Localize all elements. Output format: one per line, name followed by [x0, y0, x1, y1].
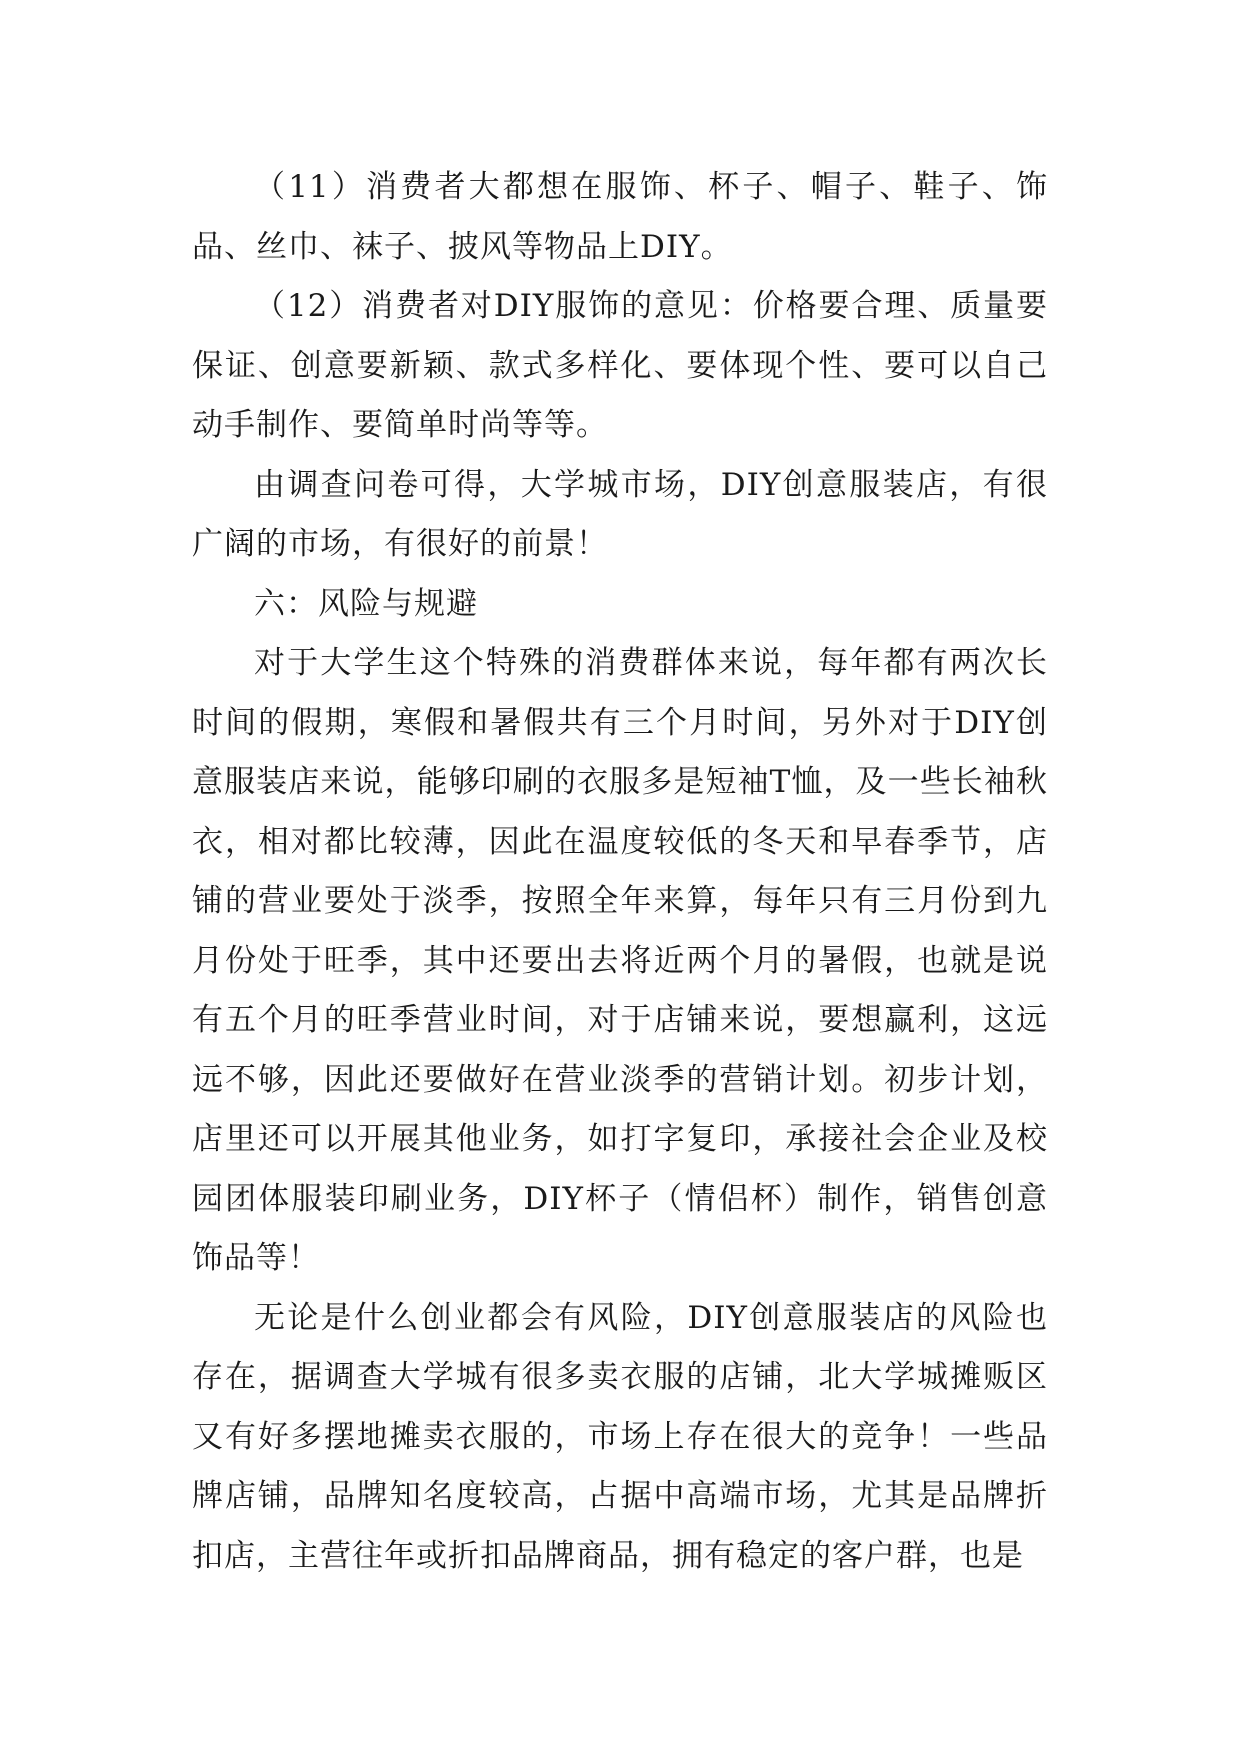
paragraph-consumer-items: （11）消费者大都想在服饰、杯子、帽子、鞋子、饰品、丝巾、袜子、披风等物品上DIY。 [192, 169, 1048, 265]
paragraph-survey-conclusion: 由调查问卷可得，大学城市场，DIY创意服装店，有很广阔的市场，有很好的前景！ [192, 466, 1048, 562]
paragraph-seasonal-risk: 对于大学生这个特殊的消费群体来说，每年都有两次长时间的假期，寒假和暑假共有三个月时间，另外对于DIY创意服装店来说，能够印刷的衣服多是短袖T恤，及一些长袖秋衣，相对都比较薄，因此在温度较低的冬天和早春季节，店铺的营业要处于淡季，按照全年来算，每年只有三月份到九月份处于旺季，其中还要出去将近两个月的暑假，也就是说有五个月的旺季营业时间，对于店铺来说，要想赢利，这远远不够，因此还要做好在营业淡季的营销计划。初步计划，店里还可以开展其他业务，如打字复印，承接社会企业及校园团体服装印刷业务，DIY杯子（情侣杯）制作，销售创意饰品等！ [192, 645, 1048, 1276]
section-heading-risk: 六：风险与规避 [254, 585, 478, 622]
paragraph-competition-risk: 无论是什么创业都会有风险，DIY创意服装店的风险也存在，据调查大学城有很多卖衣服的店铺，北大学城摊贩区又有好多摆地摊卖衣服的，市场上存在很大的竞争！一些品牌店铺，品牌知名度较高，占据中高端市场，尤其是品牌折扣店，主营往年或折扣品牌商品，拥有稳定的客户群，也是 [192, 1299, 1048, 1574]
paragraph-consumer-opinions: （12）消费者对DIY服饰的意见：价格要合理、质量要保证、创意要新颖、款式多样化、要体现个性、要可以自己动手制作、要简单时尚等等。 [192, 288, 1048, 443]
document-body [192, 158, 1048, 1586]
